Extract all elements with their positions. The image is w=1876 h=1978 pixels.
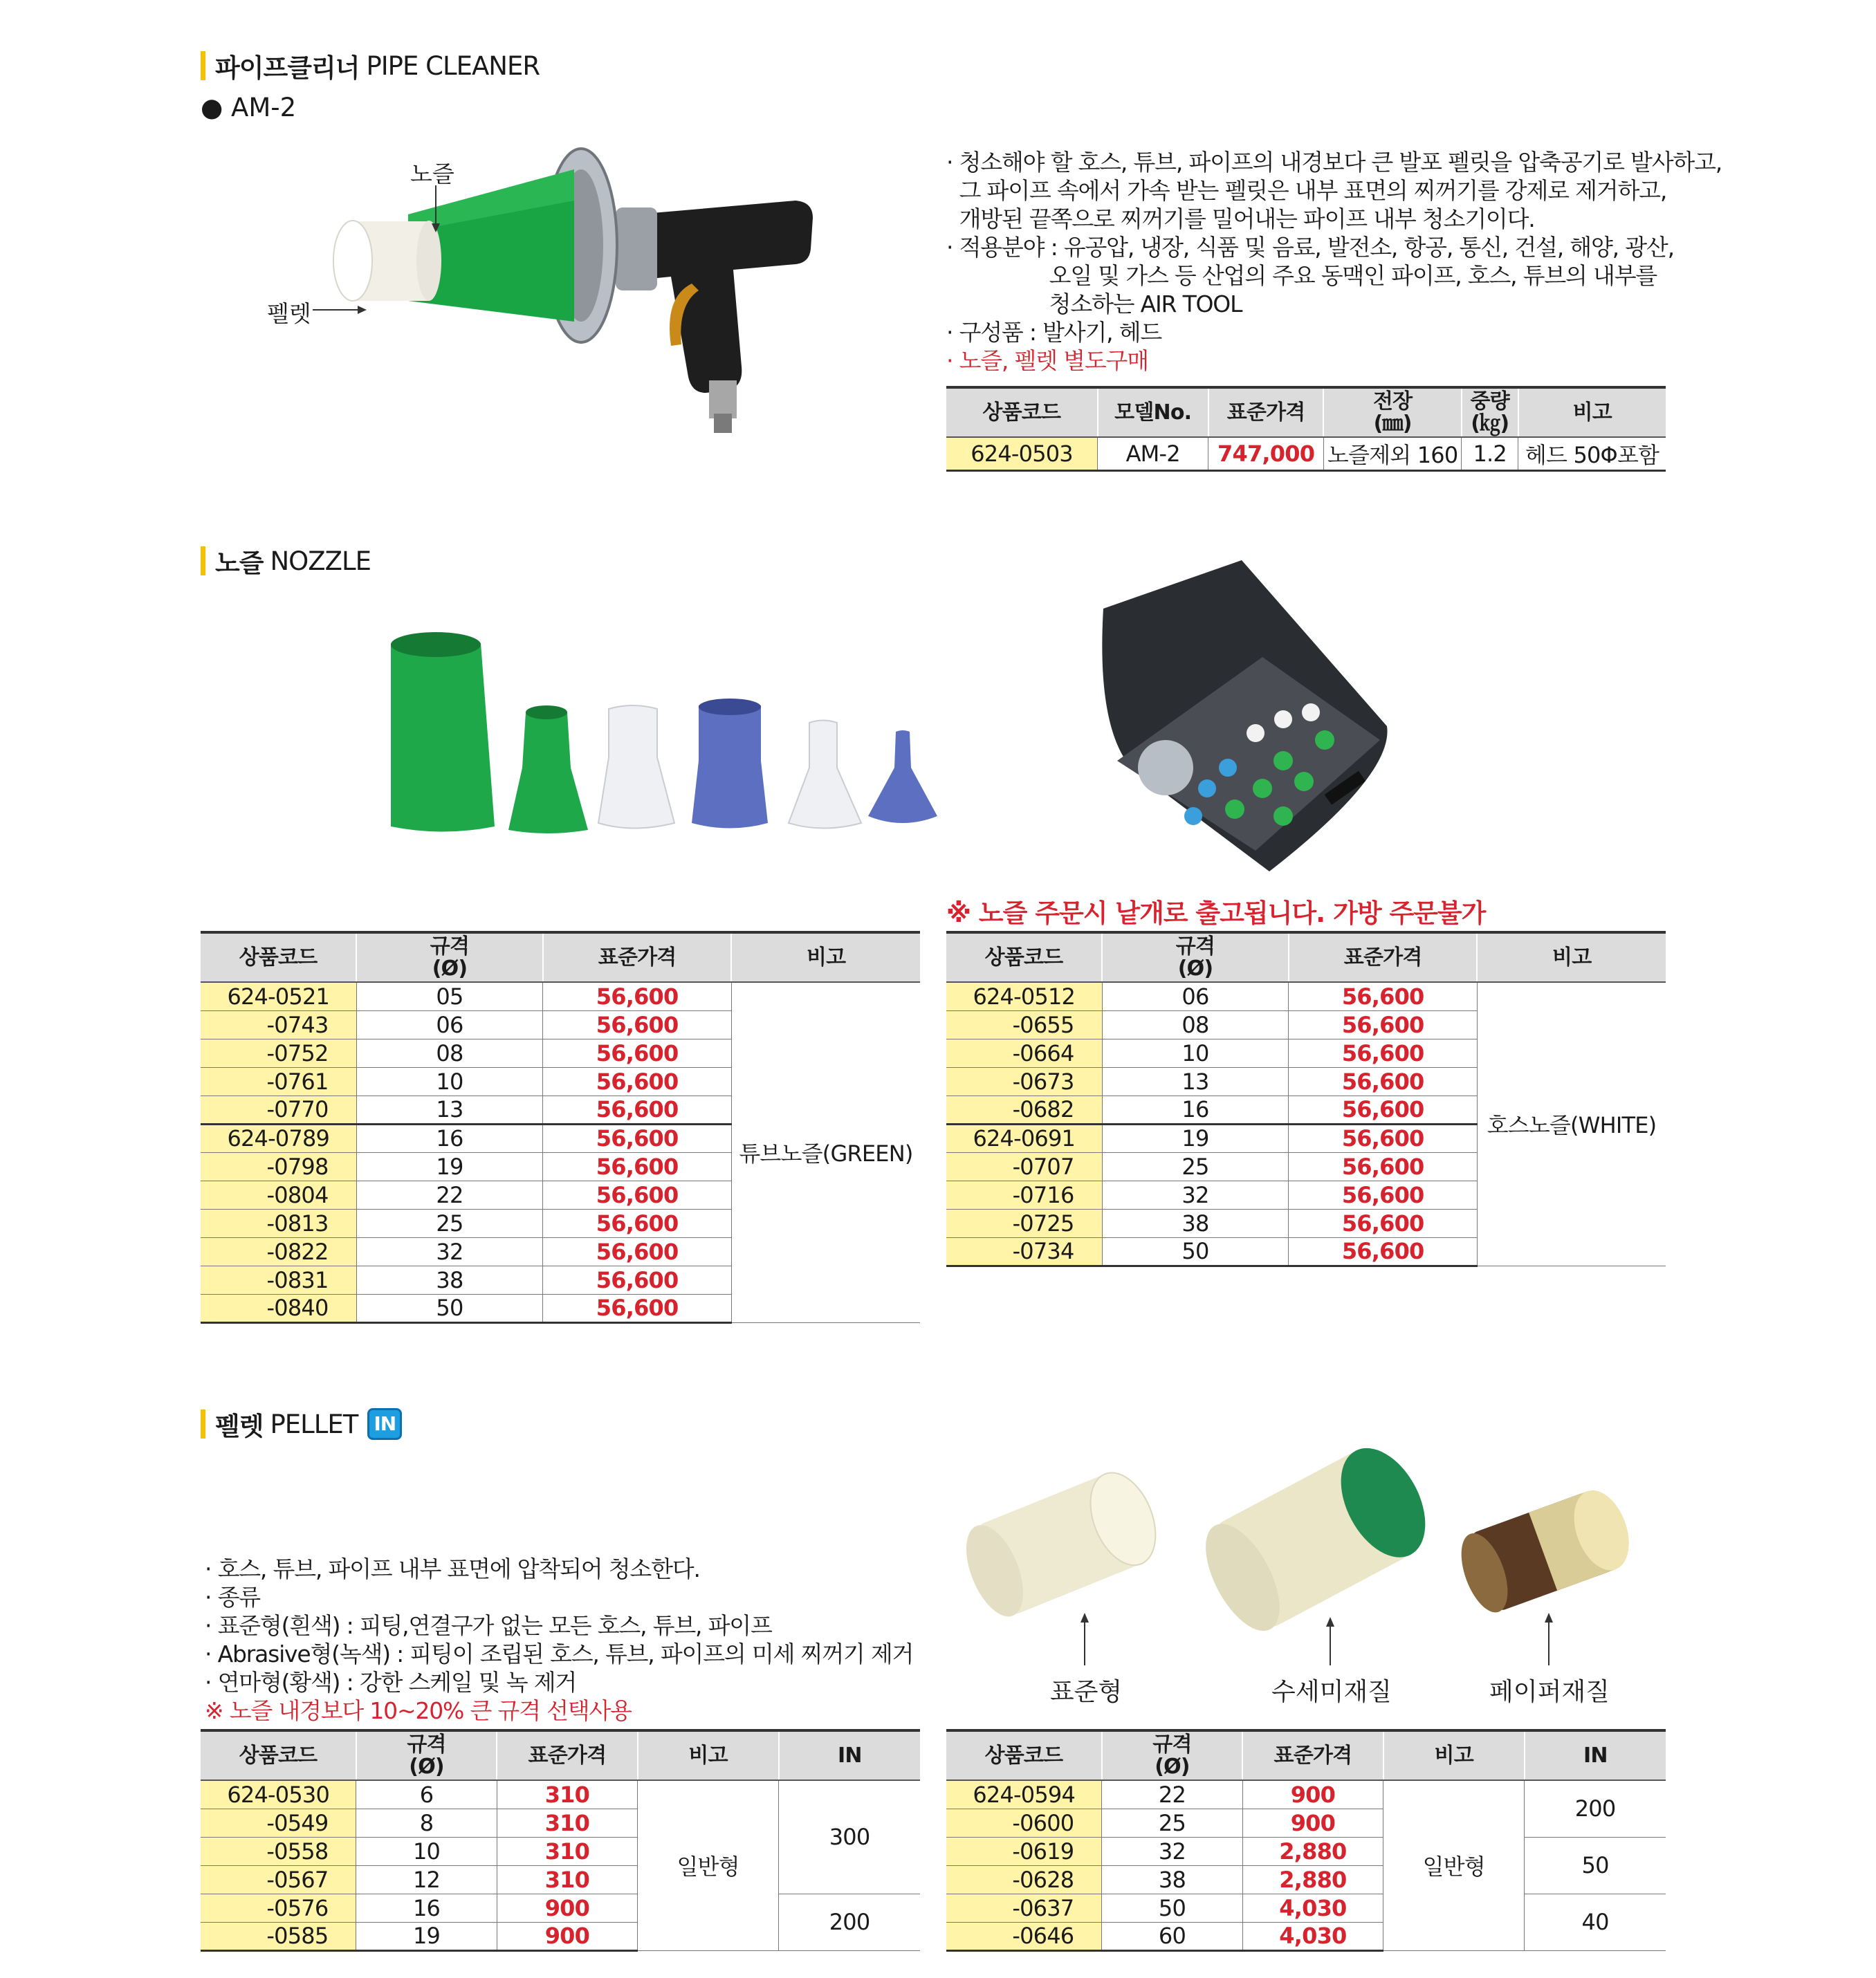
product-code: 624-0789 bbox=[201, 1124, 356, 1152]
title-ko: 파이프클리너 bbox=[215, 53, 360, 83]
price: 56,600 bbox=[543, 1096, 731, 1124]
product-code: -0585 bbox=[201, 1922, 356, 1950]
in-quantity: 50 bbox=[1525, 1837, 1666, 1894]
in-quantity: 200 bbox=[779, 1894, 920, 1950]
col-header: 규격 (Ø) bbox=[356, 1730, 497, 1780]
size: 8 bbox=[356, 1809, 497, 1837]
bullet-line: · 종류 bbox=[205, 1584, 260, 1611]
col-header: 상품코드 bbox=[946, 932, 1102, 982]
table-row bbox=[201, 1894, 920, 1922]
caption-abrasive: 수세미재질 bbox=[1271, 1678, 1392, 1706]
product-code: 624-0521 bbox=[201, 982, 356, 1010]
price: 56,600 bbox=[1289, 1067, 1478, 1096]
price: 56,600 bbox=[1289, 1039, 1478, 1067]
model-no: AM-2 bbox=[1098, 437, 1208, 471]
arrow-down-icon bbox=[430, 185, 441, 234]
size: 06 bbox=[356, 1010, 543, 1039]
size: 05 bbox=[356, 982, 543, 1010]
title-ko: 노즐 bbox=[215, 548, 264, 578]
price: 56,600 bbox=[543, 1124, 731, 1152]
price: 310 bbox=[497, 1837, 637, 1865]
size: 6 bbox=[356, 1780, 497, 1809]
col-header: IN bbox=[1525, 1730, 1666, 1780]
col-header: 비고 bbox=[1518, 387, 1666, 437]
in-quantity: 300 bbox=[779, 1780, 920, 1894]
size: 19 bbox=[1102, 1124, 1289, 1152]
price: 56,600 bbox=[1289, 1209, 1478, 1237]
size: 12 bbox=[356, 1865, 497, 1894]
price: 2,880 bbox=[1242, 1837, 1383, 1865]
in-quantity: 200 bbox=[1525, 1780, 1666, 1837]
product-code: -0682 bbox=[946, 1096, 1102, 1124]
size: 25 bbox=[1102, 1809, 1242, 1837]
table-row bbox=[201, 1780, 920, 1809]
price: 56,600 bbox=[543, 1039, 731, 1067]
col-header: 전장 (㎜) bbox=[1323, 387, 1462, 437]
product-code: -0637 bbox=[946, 1894, 1102, 1922]
col-header: 비고 bbox=[1477, 932, 1666, 982]
size: 08 bbox=[1102, 1010, 1289, 1039]
size: 19 bbox=[356, 1922, 497, 1950]
col-header: 상품코드 bbox=[946, 1730, 1102, 1780]
product-code: -0655 bbox=[946, 1010, 1102, 1039]
table-row bbox=[946, 1894, 1666, 1922]
pipe-cleaner-spec-table bbox=[946, 386, 1666, 472]
title-en: PELLET bbox=[270, 1409, 358, 1439]
bullet-line: 청소하는 AIR TOOL bbox=[946, 290, 1242, 317]
title-accent-bar bbox=[201, 1409, 205, 1439]
col-header: 비고 bbox=[1383, 1730, 1525, 1780]
col-header: 표준가격 bbox=[543, 932, 731, 982]
title-en: NOZZLE bbox=[270, 546, 371, 576]
price: 900 bbox=[1242, 1780, 1383, 1809]
size: 16 bbox=[1102, 1096, 1289, 1124]
weight: 1.2 bbox=[1462, 437, 1518, 471]
nozzle-white-table bbox=[946, 931, 1666, 1267]
product-code: -0619 bbox=[946, 1837, 1102, 1865]
title-en: PIPE CLEANER bbox=[366, 50, 540, 81]
section-title-nozzle bbox=[201, 542, 371, 580]
col-header: 상품코드 bbox=[946, 387, 1098, 437]
price: 56,600 bbox=[543, 1266, 731, 1294]
section-title-pellet bbox=[201, 1405, 402, 1443]
price: 4,030 bbox=[1242, 1894, 1383, 1922]
col-header: 규격 (Ø) bbox=[1102, 1730, 1242, 1780]
product-code: -0567 bbox=[201, 1865, 356, 1894]
bullet-line: · 호스, 튜브, 파이프 내부 표면에 압착되어 청소한다. bbox=[205, 1555, 700, 1582]
model-label: ● AM-2 bbox=[201, 93, 297, 122]
product-code: -0600 bbox=[946, 1809, 1102, 1837]
price: 56,600 bbox=[1289, 1096, 1478, 1124]
size: 25 bbox=[1102, 1152, 1289, 1181]
price: 56,600 bbox=[543, 1152, 731, 1181]
col-header: IN bbox=[779, 1730, 920, 1780]
nozzle-set-image bbox=[384, 629, 951, 837]
col-header: 표준가격 bbox=[1289, 932, 1478, 982]
pipe-cleaner-gun-image bbox=[249, 138, 830, 450]
product-code: 624-0503 bbox=[946, 437, 1098, 471]
label-nozzle: 노즐 bbox=[410, 160, 454, 187]
pellet-right-table bbox=[946, 1729, 1666, 1952]
price: 310 bbox=[497, 1809, 637, 1837]
table-row bbox=[201, 982, 920, 1010]
price: 4,030 bbox=[1242, 1922, 1383, 1950]
product-code: 624-0691 bbox=[946, 1124, 1102, 1152]
price: 900 bbox=[1242, 1809, 1383, 1837]
product-code: -0628 bbox=[946, 1865, 1102, 1894]
price: 56,600 bbox=[1289, 1152, 1478, 1181]
bullet-line: · 청소해야 할 호스, 튜브, 파이프의 내경보다 큰 발포 펠릿을 압축공기로 발사하고, bbox=[946, 149, 1722, 176]
size: 13 bbox=[1102, 1067, 1289, 1096]
bullet-line: · Abrasive형(녹색) : 피팅이 조립된 호스, 튜브, 파이프의 미세 찌꺼기 제거 bbox=[205, 1640, 914, 1667]
arrow-up-icon bbox=[1079, 1611, 1090, 1667]
arrow-up-icon bbox=[1543, 1611, 1554, 1667]
in-quantity: 40 bbox=[1525, 1894, 1666, 1950]
nozzle-notice: ※ 노즐 주문시 낱개로 출고됩니다. 가방 주문불가 bbox=[946, 898, 1486, 928]
col-header: 중량 (㎏) bbox=[1462, 387, 1518, 437]
product-code: -0752 bbox=[201, 1039, 356, 1067]
label-pellet: 펠렛 bbox=[267, 300, 311, 327]
price: 56,600 bbox=[543, 1209, 731, 1237]
note: 일반형 bbox=[1383, 1780, 1525, 1950]
product-code: -0761 bbox=[201, 1067, 356, 1096]
arrow-up-icon bbox=[1325, 1616, 1336, 1667]
pipe-cleaner-description bbox=[946, 148, 1722, 375]
product-code: 624-0530 bbox=[201, 1780, 356, 1809]
price: 310 bbox=[497, 1780, 637, 1809]
product-code: -0743 bbox=[201, 1010, 356, 1039]
nozzle-case-image bbox=[1089, 553, 1394, 878]
size: 16 bbox=[356, 1124, 543, 1152]
price: 56,600 bbox=[543, 1237, 731, 1266]
col-header: 표준가격 bbox=[1242, 1730, 1383, 1780]
bullet-line: · 구성품 : 발사기, 헤드 bbox=[946, 319, 1162, 346]
pellet-types-image bbox=[955, 1439, 1646, 1646]
pellet-description bbox=[205, 1555, 913, 1725]
table-row bbox=[946, 437, 1666, 471]
price: 2,880 bbox=[1242, 1865, 1383, 1894]
price: 747,000 bbox=[1208, 437, 1324, 471]
product-code: -0664 bbox=[946, 1039, 1102, 1067]
price: 56,600 bbox=[1289, 1010, 1478, 1039]
product-code: -0716 bbox=[946, 1181, 1102, 1209]
table-row bbox=[946, 1780, 1666, 1809]
section-title-pipe-cleaner bbox=[201, 47, 540, 84]
size: 38 bbox=[1102, 1209, 1289, 1237]
price: 900 bbox=[497, 1922, 637, 1950]
col-header: 규격 (Ø) bbox=[356, 932, 543, 982]
price: 56,600 bbox=[543, 1294, 731, 1322]
col-header: 상품코드 bbox=[201, 1730, 356, 1780]
size: 19 bbox=[356, 1152, 543, 1181]
note: 튜브노즐(GREEN) bbox=[731, 982, 920, 1322]
size: 22 bbox=[1102, 1780, 1242, 1809]
col-header: 표준가격 bbox=[497, 1730, 637, 1780]
price: 56,600 bbox=[543, 1067, 731, 1096]
col-header: 모델No. bbox=[1098, 387, 1208, 437]
price: 56,600 bbox=[543, 1010, 731, 1039]
col-header: 표준가격 bbox=[1208, 387, 1324, 437]
price: 56,600 bbox=[1289, 1237, 1478, 1266]
size: 22 bbox=[356, 1181, 543, 1209]
note: 호스노즐(WHITE) bbox=[1477, 982, 1666, 1266]
size: 16 bbox=[356, 1894, 497, 1922]
price: 56,600 bbox=[543, 982, 731, 1010]
product-code: -0813 bbox=[201, 1209, 356, 1237]
product-code: -0707 bbox=[946, 1152, 1102, 1181]
product-code: -0770 bbox=[201, 1096, 356, 1124]
product-code: -0840 bbox=[201, 1294, 356, 1322]
size: 06 bbox=[1102, 982, 1289, 1010]
price: 56,600 bbox=[1289, 982, 1478, 1010]
product-code: -0822 bbox=[201, 1237, 356, 1266]
price: 310 bbox=[497, 1865, 637, 1894]
size: 50 bbox=[356, 1294, 543, 1322]
price: 56,600 bbox=[543, 1181, 731, 1209]
size: 10 bbox=[356, 1067, 543, 1096]
bullet-line: · 표준형(흰색) : 피팅,연결구가 없는 모든 호스, 튜브, 파이프 bbox=[205, 1612, 772, 1639]
nozzle-green-table bbox=[201, 931, 920, 1324]
product-code: -0804 bbox=[201, 1181, 356, 1209]
bullet-line: 오일 및 가스 등 산업의 주요 동맥인 파이프, 호스, 튜브의 내부를 bbox=[946, 262, 1657, 289]
size: 08 bbox=[356, 1039, 543, 1067]
product-code: -0725 bbox=[946, 1209, 1102, 1237]
product-code: 624-0594 bbox=[946, 1780, 1102, 1809]
size: 38 bbox=[1102, 1865, 1242, 1894]
table-row bbox=[946, 982, 1666, 1010]
title-accent-bar bbox=[201, 546, 205, 575]
product-code: 624-0512 bbox=[946, 982, 1102, 1010]
bullet-line: · 적용분야 : 유공압, 냉장, 식품 및 음료, 발전소, 항공, 통신, 건설, 해양, 광산, bbox=[946, 234, 1674, 261]
size: 10 bbox=[356, 1837, 497, 1865]
title-accent-bar bbox=[201, 51, 205, 80]
note: 일반형 bbox=[638, 1780, 779, 1950]
size: 13 bbox=[356, 1096, 543, 1124]
bullet-line: 그 파이프 속에서 가속 받는 펠릿은 내부 표면의 찌꺼기를 강제로 제거하고, bbox=[946, 177, 1667, 204]
title-ko: 펠렛 bbox=[215, 1412, 264, 1441]
col-header: 비고 bbox=[731, 932, 920, 982]
size: 32 bbox=[356, 1237, 543, 1266]
size: 50 bbox=[1102, 1894, 1242, 1922]
product-code: -0646 bbox=[946, 1922, 1102, 1950]
bullet-line: · 연마형(황색) : 강한 스케일 및 녹 제거 bbox=[205, 1669, 577, 1696]
pellet-left-table bbox=[201, 1729, 920, 1952]
product-code: -0558 bbox=[201, 1837, 356, 1865]
product-code: -0673 bbox=[946, 1067, 1102, 1096]
size: 32 bbox=[1102, 1837, 1242, 1865]
caption-standard: 표준형 bbox=[1049, 1678, 1123, 1706]
table-row bbox=[946, 1837, 1666, 1865]
arrow-right-icon bbox=[313, 304, 368, 315]
col-header: 규격 (Ø) bbox=[1102, 932, 1289, 982]
size: 60 bbox=[1102, 1922, 1242, 1950]
product-code: -0831 bbox=[201, 1266, 356, 1294]
size: 25 bbox=[356, 1209, 543, 1237]
bullet-line: 개방된 끝쪽으로 찌꺼기를 밀어내는 파이프 내부 청소기이다. bbox=[946, 205, 1535, 232]
size: 38 bbox=[356, 1266, 543, 1294]
length: 노즐제외 160 bbox=[1323, 437, 1462, 471]
product-code: -0798 bbox=[201, 1152, 356, 1181]
product-code: -0734 bbox=[946, 1237, 1102, 1266]
size: 10 bbox=[1102, 1039, 1289, 1067]
bullet-line-red: · 노즐, 펠렛 별도구매 bbox=[946, 347, 1148, 374]
col-header: 상품코드 bbox=[201, 932, 356, 982]
bullet-line-red: ※ 노즐 내경보다 10~20% 큰 규격 선택사용 bbox=[205, 1697, 632, 1724]
col-header: 비고 bbox=[638, 1730, 779, 1780]
caption-paper: 페이퍼재질 bbox=[1489, 1678, 1610, 1706]
price: 56,600 bbox=[1289, 1124, 1478, 1152]
product-code: -0576 bbox=[201, 1894, 356, 1922]
size: 32 bbox=[1102, 1181, 1289, 1209]
price: 900 bbox=[497, 1894, 637, 1922]
in-badge: IN bbox=[367, 1408, 402, 1440]
note: 헤드 50Φ포함 bbox=[1518, 437, 1666, 471]
size: 50 bbox=[1102, 1237, 1289, 1266]
price: 56,600 bbox=[1289, 1181, 1478, 1209]
product-code: -0549 bbox=[201, 1809, 356, 1837]
